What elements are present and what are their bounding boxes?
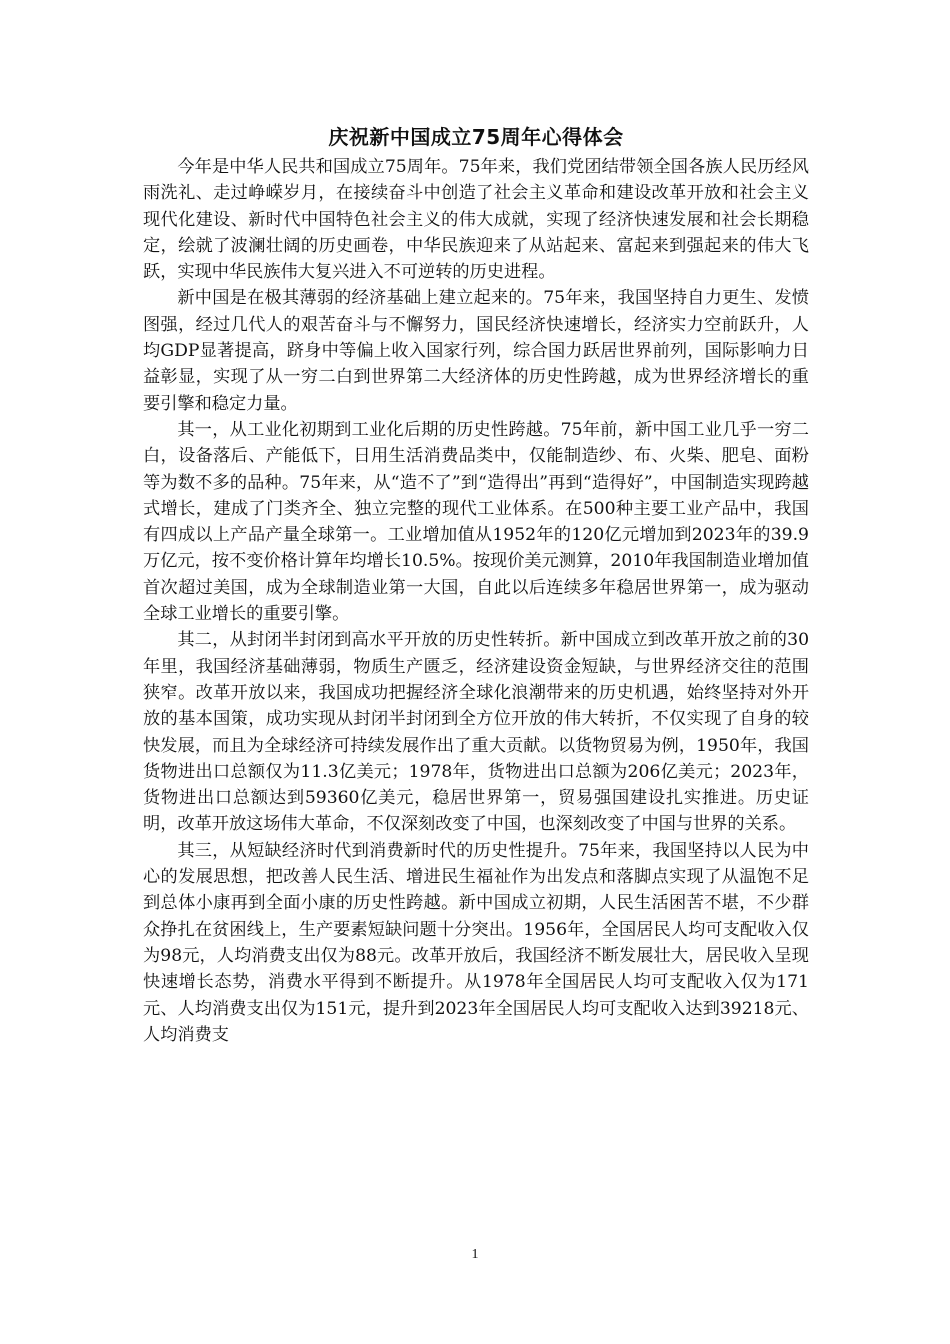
- page-number: 1: [471, 1247, 479, 1262]
- paragraph-opening-up: 其二，从封闭半封闭到高水平开放的历史性转折。新中国成立到改革开放之前的30年里，我国经济基础薄弱，物质生产匮乏，经济建设资金短缺，与世界经济交往的范围狭窄。改革开放以来，我国成功把握经济全球化浪潮带来的历史机遇，始终坚持对外开放的基本国策，成功实现从封闭半封闭到全方位开放的伟大转折，不仅实现了自身的较快发展，而且为全球经济可持续发展作出了重大贡献。以货物贸易为例，1950年，我国货物进出口总额仅为11.3亿美元；1978年，货物进出口总额为206亿美元；2023年，货物进出口总额达到59360亿美元，稳居世界第一，贸易强国建设扎实推进。历史证明，改革开放这场伟大革命，不仅深刻改变了中国，也深刻改变了中国与世界的关系。: [143, 630, 809, 835]
- paragraph-economic-foundation: 新中国是在极其薄弱的经济基础上建立起来的。75年来，我国坚持自力更生、发愤图强，经过几代人的艰苦奋斗与不懈努力，国民经济快速增长，经济实力空前跃升，人均GDP显著提高，跻身中等偏上收入国家行列，综合国力跃居世界前列，国际影响力日益彰显，实现了从一穷二白到世界第二大经济体的历史性跨越，成为世界经济增长的重要引擎和稳定力量。: [143, 288, 809, 414]
- document-body: [143, 122, 809, 1048]
- paragraph-intro: 今年是中华人民共和国成立75周年。75年来，我们党团结带领全国各族人民历经风雨洗礼、走过峥嵘岁月，在接续奋斗中创造了社会主义革命和建设改革开放和社会主义现代化建设、新时代中国特色社会主义的伟大成就，实现了经济快速发展和社会长期稳定，绘就了波澜壮阔的历史画卷，中华民族迎来了从站起来、富起来到强起来的伟大飞跃，实现中华民族伟大复兴进入不可逆转的历史进程。: [143, 157, 809, 283]
- document-title: 庆祝新中国成立75周年心得体会: [328, 125, 624, 149]
- paragraph-industrialization: 其一，从工业化初期到工业化后期的历史性跨越。75年前，新中国工业几乎一穷二白，设备落后、产能低下，日用生活消费品类中，仅能制造纱、布、火柴、肥皂、面粉等为数不多的品种。75年来，从“造不了”到“造得出”再到“造得好”，中国制造实现跨越式增长，建成了门类齐全、独立完整的现代工业体系。在500种主要工业产品中，我国有四成以上产品产量全球第一。工业增加值从1952年的120亿元增加到2023年的39.9万亿元，按不变价格计算年均增长10.5%。按现价美元测算，2010年我国制造业增加值首次超过美国，成为全球制造业第一大国，自此以后连续多年稳居世界第一，成为驱动全球工业增长的重要引擎。: [143, 419, 809, 625]
- paragraph-consumption: 其三，从短缺经济时代到消费新时代的历史性提升。75年来，我国坚持以人民为中心的发展思想，把改善人民生活、增进民生福祉作为出发点和落脚点实现了从温饱不足到总体小康再到全面小康的历史性跨越。新中国成立初期，人民生活困苦不堪，不少群众挣扎在贫困线上，生产要素短缺问题十分突出。1956年，全国居民人均可支配收入仅为98元，人均消费支出仅为88元。改革开放后，我国经济不断发展壮大，居民收入呈现快速增长态势，消费水平得到不断提升。从1978年全国居民人均可支配收入仅为171元、人均消费支出仅为151元，提升到2023年全国居民人均可支配收入达到39218元、人均消费支: [143, 840, 809, 1045]
